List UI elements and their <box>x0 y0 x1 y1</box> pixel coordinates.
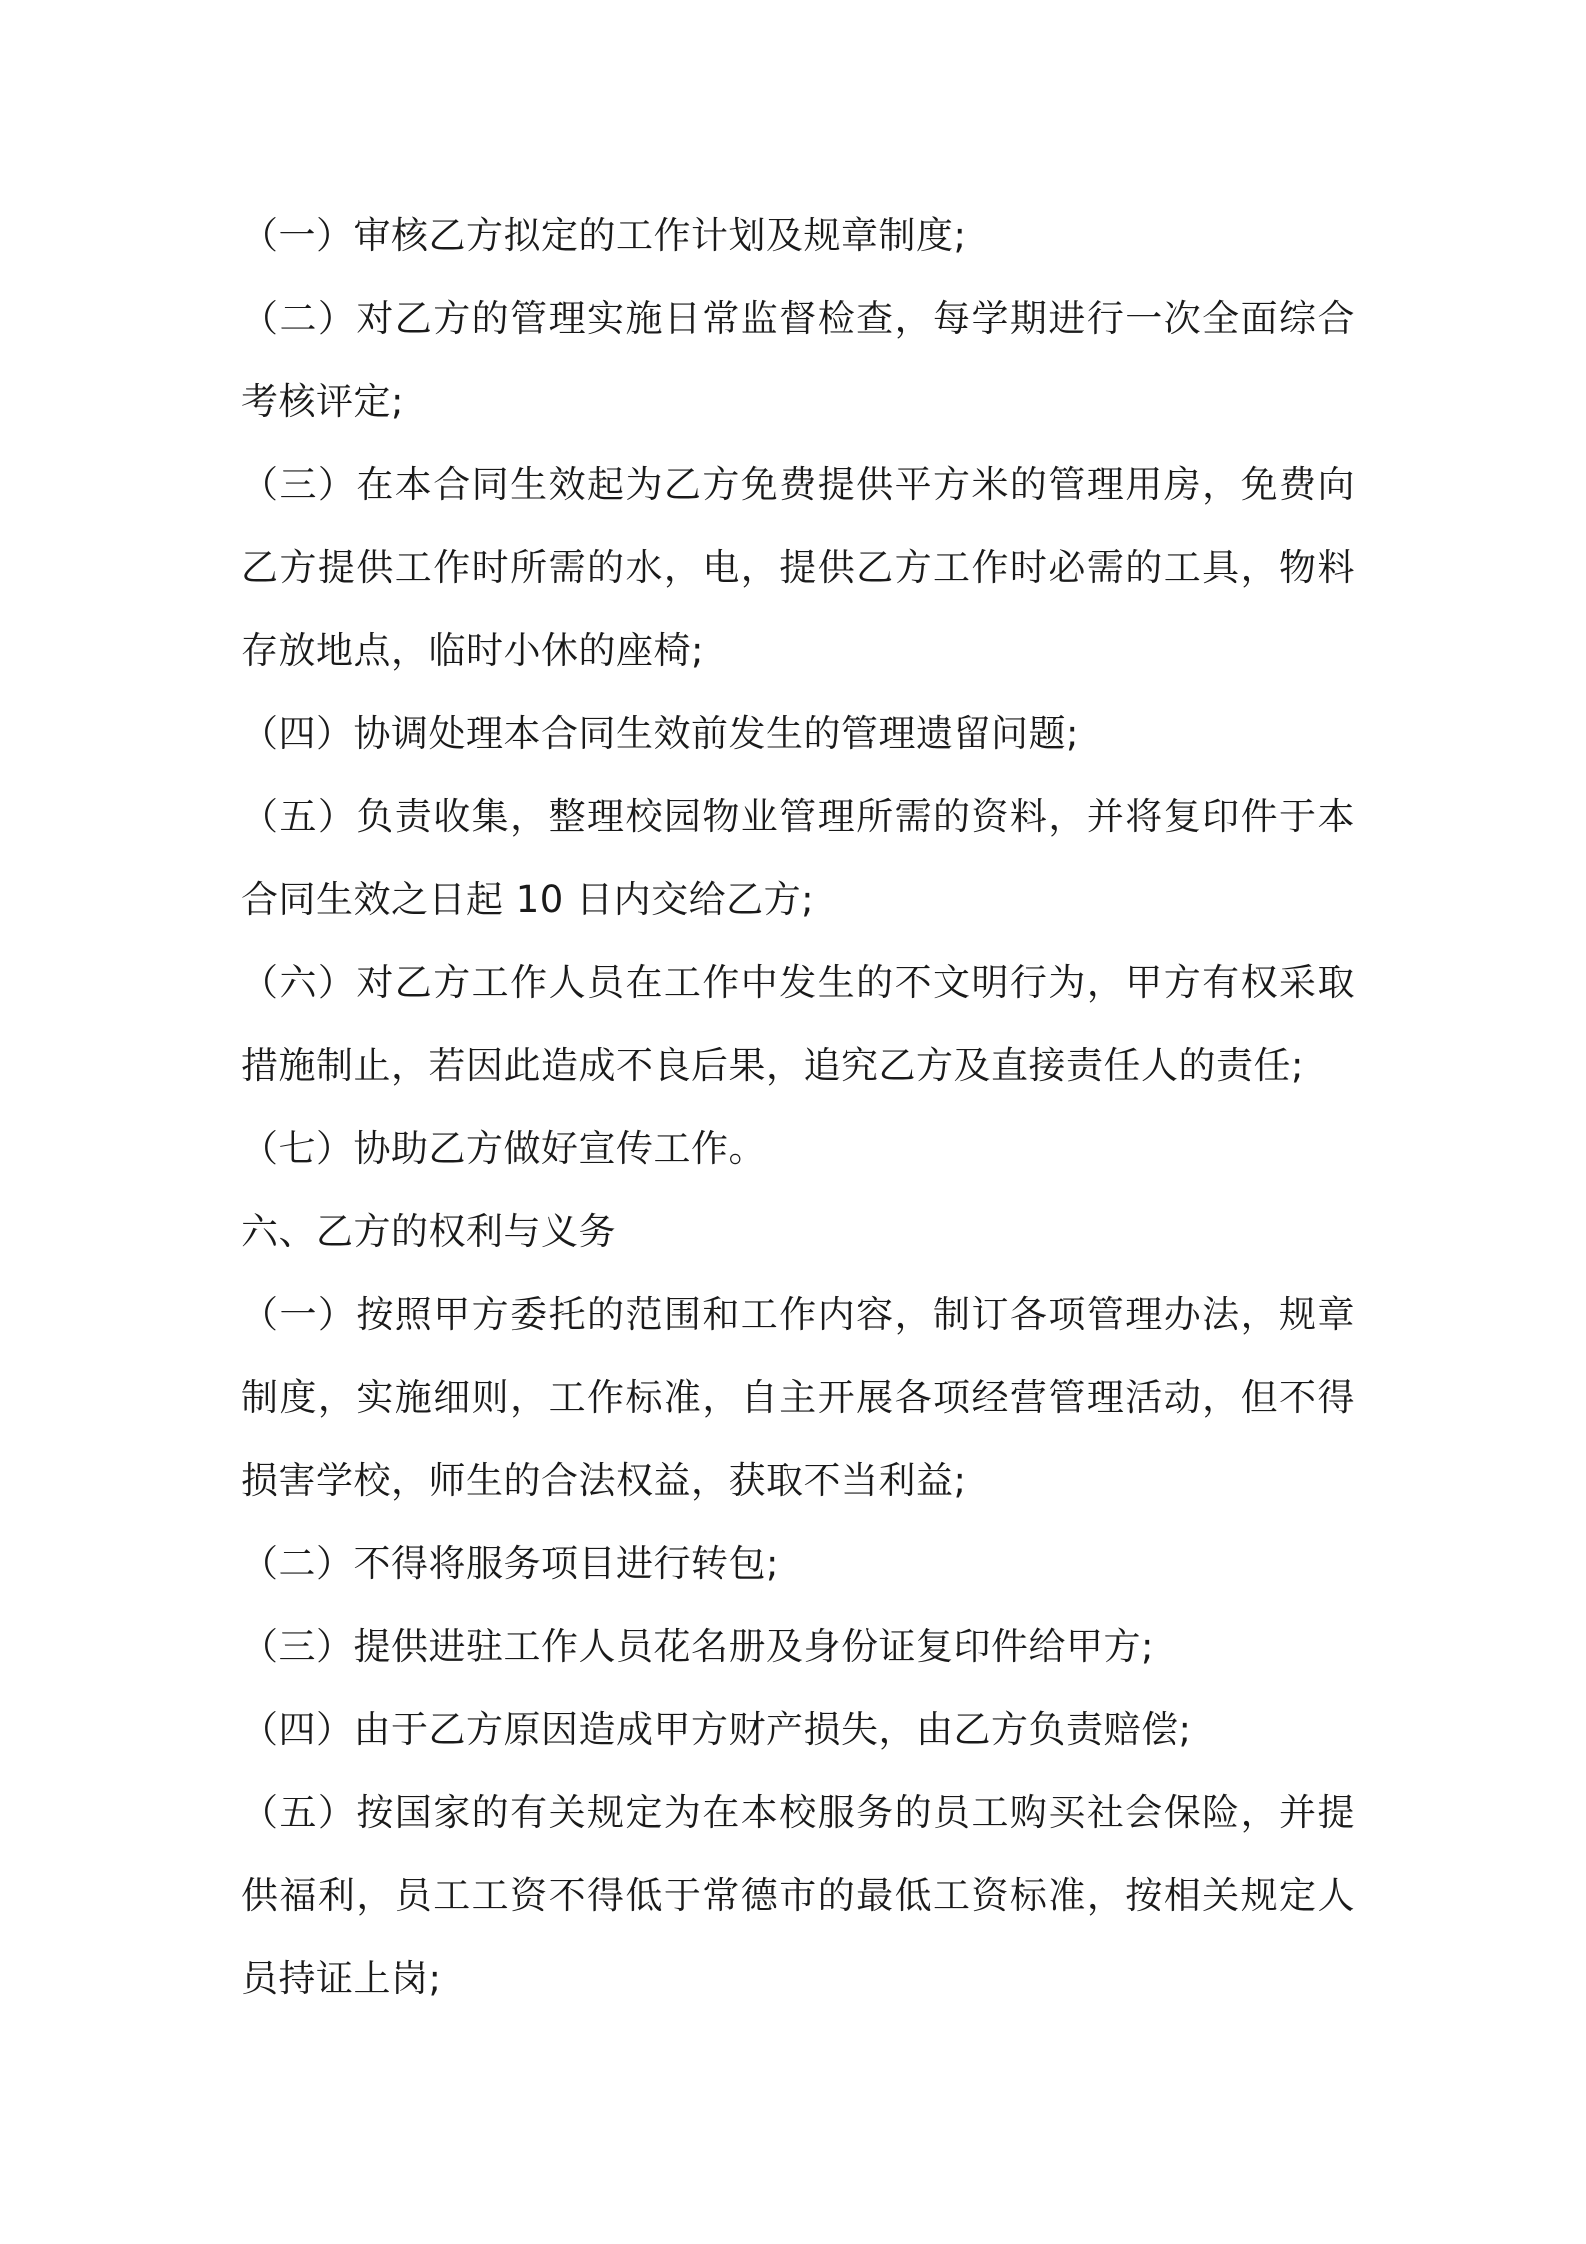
clause-paragraph: （五）按国家的有关规定为在本校服务的员工购买社会保险，并提供福利，员工工资不得低于常德市的最低工资标准，按相关规定人员持证上岗; <box>241 1791 1355 2000</box>
section-heading: 六、乙方的权利与义务 <box>241 1210 616 1253</box>
document-body <box>241 194 1355 2020</box>
clause-paragraph: （四）协调处理本合同生效前发生的管理遗留问题; <box>241 712 1079 755</box>
clause-paragraph: （三）在本合同生效起为乙方免费提供平方米的管理用房，免费向乙方提供工作时所需的水，电，提供乙方工作时必需的工具，物料存放地点，临时小休的座椅; <box>241 463 1355 672</box>
clause-paragraph: （二）对乙方的管理实施日常监督检查，每学期进行一次全面综合考核评定; <box>241 297 1355 423</box>
clause-paragraph: （一）按照甲方委托的范围和工作内容，制订各项管理办法，规章制度，实施细则，工作标准，自主开展各项经营管理活动，但不得损害学校，师生的合法权益，获取不当利益; <box>241 1293 1355 1502</box>
clause-paragraph: （七）协助乙方做好宣传工作。 <box>241 1127 766 1170</box>
clause-paragraph: （三）提供进驻工作人员花名册及身份证复印件给甲方; <box>241 1625 1154 1668</box>
clause-paragraph: （四）由于乙方原因造成甲方财产损失，由乙方负责赔偿; <box>241 1708 1192 1751</box>
clause-paragraph: （一）审核乙方拟定的工作计划及规章制度; <box>241 214 967 257</box>
clause-paragraph: （二）不得将服务项目进行转包; <box>241 1542 779 1585</box>
clause-paragraph: （六）对乙方工作人员在工作中发生的不文明行为，甲方有权采取措施制止，若因此造成不良后果，追究乙方及直接责任人的责任; <box>241 961 1355 1087</box>
clause-paragraph: （五）负责收集，整理校园物业管理所需的资料，并将复印件于本合同生效之日起 10 日内交给乙方; <box>241 795 1355 921</box>
